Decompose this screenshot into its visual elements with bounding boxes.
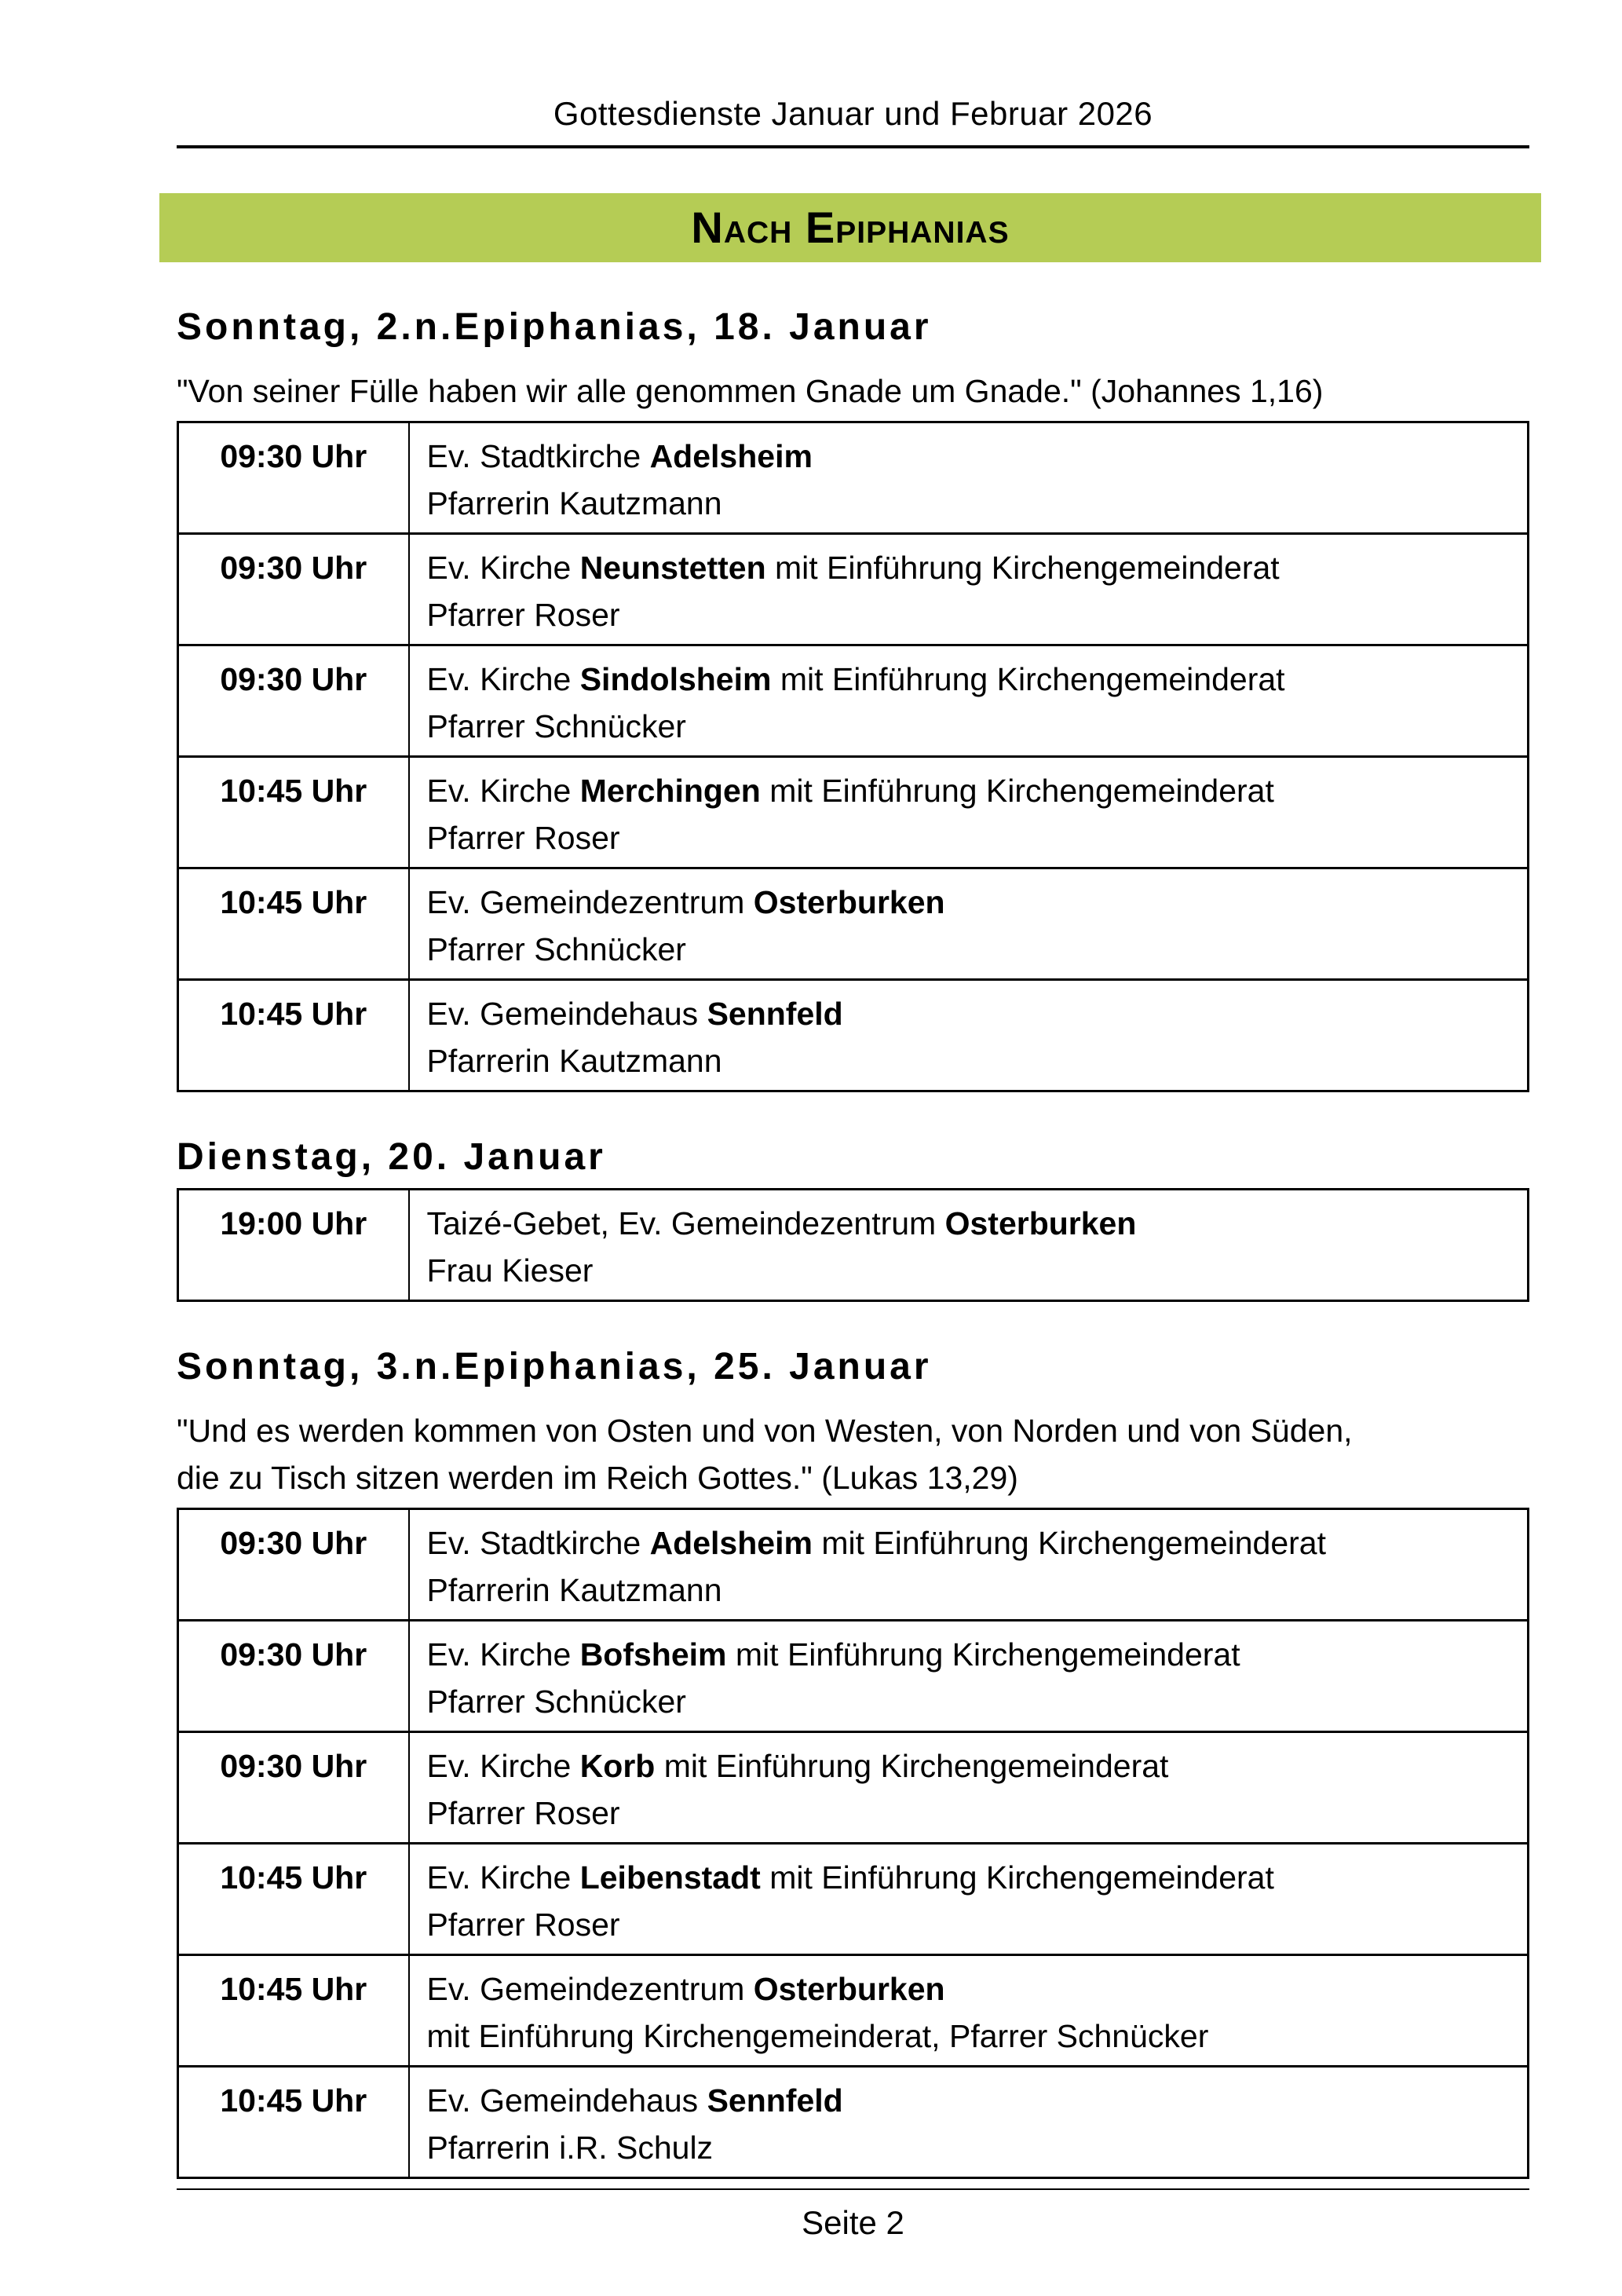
content-area	[177, 0, 1529, 2243]
location-prefix: Ev. Kirche	[426, 773, 580, 809]
place-name: Osterburken	[753, 884, 945, 920]
place-name: Adelsheim	[649, 438, 813, 474]
description-cell	[409, 1621, 1529, 1732]
place-name: Osterburken	[753, 1971, 945, 2007]
description-cell	[409, 2067, 1529, 2178]
location-prefix: Ev. Kirche	[426, 550, 580, 586]
service-section	[177, 303, 1529, 1092]
description-cell	[409, 1509, 1529, 1621]
time-cell: 10:45 Uhr	[178, 868, 409, 980]
description-cell	[409, 1732, 1529, 1844]
table-row	[178, 757, 1529, 868]
time-cell: 10:45 Uhr	[178, 2067, 409, 2178]
service-location-line	[427, 1200, 1509, 1247]
footer-rule	[177, 2188, 1529, 2190]
location-prefix: Ev. Stadtkirche	[426, 1525, 650, 1561]
time-cell: 09:30 Uhr	[178, 1732, 409, 1844]
location-prefix: Taizé-Gebet, Ev. Gemeindezentrum	[426, 1205, 945, 1241]
place-name: Sennfeld	[707, 996, 843, 1032]
service-location-line	[427, 1742, 1509, 1790]
location-suffix: mit Einführung Kirchengemeinderat	[765, 550, 1280, 586]
pastor-line: Pfarrer Roser	[426, 820, 620, 856]
description-cell	[409, 645, 1529, 757]
time-cell: 09:30 Uhr	[178, 1509, 409, 1621]
table-row	[178, 2067, 1529, 2178]
service-table	[177, 1508, 1529, 2179]
service-location-line	[427, 656, 1509, 703]
location-prefix: Ev. Stadtkirche	[426, 438, 650, 474]
page-number: Seite 2	[802, 2204, 904, 2241]
place-name: Korb	[579, 1748, 656, 1784]
place-name: Neunstetten	[579, 550, 766, 586]
pastor-line: Pfarrerin Kautzmann	[426, 485, 722, 521]
description-cell	[409, 534, 1529, 645]
service-location-line	[427, 1854, 1509, 1901]
place-name: Bofsheim	[579, 1636, 727, 1673]
description-cell	[409, 1844, 1529, 1955]
service-location-line	[427, 2077, 1509, 2124]
header-rule	[177, 145, 1529, 148]
time-cell: 10:45 Uhr	[178, 757, 409, 868]
service-location-line	[427, 1519, 1509, 1567]
pastor-line: Pfarrerin Kautzmann	[426, 1572, 722, 1608]
service-table	[177, 1188, 1529, 1302]
location-suffix: mit Einführung Kirchengemeinderat	[655, 1748, 1169, 1784]
time-cell: 09:30 Uhr	[178, 645, 409, 757]
service-section	[177, 1343, 1529, 2179]
location-prefix: Ev. Gemeindehaus	[426, 2082, 707, 2119]
pastor-line: Pfarrer Roser	[426, 1907, 620, 1943]
pastor-line: Pfarrerin i.R. Schulz	[426, 2130, 714, 2166]
place-name: Osterburken	[944, 1205, 1137, 1241]
section-quote-line: "Und es werden kommen von Osten und von Westen, von Norden und von Süden,	[177, 1413, 1353, 1449]
description-cell	[409, 980, 1529, 1091]
service-location-line	[427, 767, 1509, 814]
location-prefix: Ev. Gemeindezentrum	[426, 1971, 754, 2007]
pastor-line: Pfarrerin Kautzmann	[426, 1043, 722, 1079]
pastor-line: Pfarrer Roser	[426, 597, 620, 633]
place-name: Merchingen	[579, 773, 761, 809]
location-prefix: Ev. Kirche	[426, 1748, 580, 1784]
service-location-line	[427, 1965, 1509, 2013]
section-heading: Sonntag, 3.n.Epiphanias, 25. Januar	[177, 1346, 932, 1387]
location-suffix: mit Einführung Kirchengemeinderat	[812, 1525, 1326, 1561]
place-name: Sindolsheim	[579, 661, 772, 697]
table-row	[178, 1955, 1529, 2067]
page-title: Gottesdienste Januar und Februar 2026	[553, 95, 1153, 132]
table-row	[178, 1621, 1529, 1732]
section-quote-line: die zu Tisch sitzen werden im Reich Gottes." (Lukas 13,29)	[177, 1460, 1018, 1496]
table-row	[178, 534, 1529, 645]
time-cell: 09:30 Uhr	[178, 1621, 409, 1732]
location-suffix: mit Einführung Kirchengemeinderat	[726, 1636, 1240, 1673]
location-prefix: Ev. Kirche	[426, 1859, 580, 1896]
time-cell: 10:45 Uhr	[178, 1844, 409, 1955]
description-cell	[409, 422, 1529, 534]
service-location-line	[427, 879, 1509, 926]
section-quote-line: "Von seiner Fülle haben wir alle genommen Gnade um Gnade." (Johannes 1,16)	[177, 373, 1324, 409]
time-cell: 19:00 Uhr	[178, 1190, 409, 1301]
service-location-line	[427, 990, 1509, 1037]
service-section	[177, 1133, 1529, 1302]
description-cell	[409, 1955, 1529, 2067]
table-row	[178, 422, 1529, 534]
table-row	[178, 980, 1529, 1091]
time-cell: 09:30 Uhr	[178, 534, 409, 645]
pastor-line: Pfarrer Roser	[426, 1795, 620, 1831]
section-heading: Sonntag, 2.n.Epiphanias, 18. Januar	[177, 306, 932, 348]
pastor-line: Frau Kieser	[426, 1252, 594, 1289]
place-name: Leibenstadt	[579, 1859, 761, 1896]
season-banner-label: Nach Epiphanias	[691, 203, 1010, 252]
location-suffix: mit Einführung Kirchengemeinderat	[760, 1859, 1274, 1896]
service-location-line	[427, 544, 1509, 591]
time-cell: 09:30 Uhr	[178, 422, 409, 534]
season-banner	[159, 193, 1541, 262]
table-row	[178, 1732, 1529, 1844]
service-location-line	[427, 1631, 1509, 1678]
service-table	[177, 421, 1529, 1092]
location-prefix: Ev. Kirche	[426, 661, 580, 697]
location-prefix: Ev. Gemeindezentrum	[426, 884, 754, 920]
time-cell: 10:45 Uhr	[178, 1955, 409, 2067]
place-name: Adelsheim	[649, 1525, 813, 1561]
location-prefix: Ev. Gemeindehaus	[426, 996, 707, 1032]
location-suffix: mit Einführung Kirchengemeinderat	[771, 661, 1285, 697]
pastor-line: Pfarrer Schnücker	[426, 708, 686, 744]
location-suffix: mit Einführung Kirchengemeinderat	[760, 773, 1274, 809]
pastor-line: Pfarrer Schnücker	[426, 931, 686, 967]
table-row	[178, 1190, 1529, 1301]
table-row	[178, 1509, 1529, 1621]
service-sections	[177, 303, 1529, 2179]
section-heading: Dienstag, 20. Januar	[177, 1136, 606, 1178]
table-row	[178, 868, 1529, 980]
place-name: Sennfeld	[707, 2082, 843, 2119]
table-row	[178, 645, 1529, 757]
location-prefix: Ev. Kirche	[426, 1636, 580, 1673]
pastor-line: Pfarrer Schnücker	[426, 1684, 686, 1720]
description-cell	[409, 868, 1529, 980]
time-cell: 10:45 Uhr	[178, 980, 409, 1091]
service-location-line	[427, 433, 1509, 480]
description-cell	[409, 757, 1529, 868]
table-row	[178, 1844, 1529, 1955]
description-cell	[409, 1190, 1529, 1301]
pastor-line: mit Einführung Kirchengemeinderat, Pfarrer Schnücker	[426, 2018, 1209, 2054]
